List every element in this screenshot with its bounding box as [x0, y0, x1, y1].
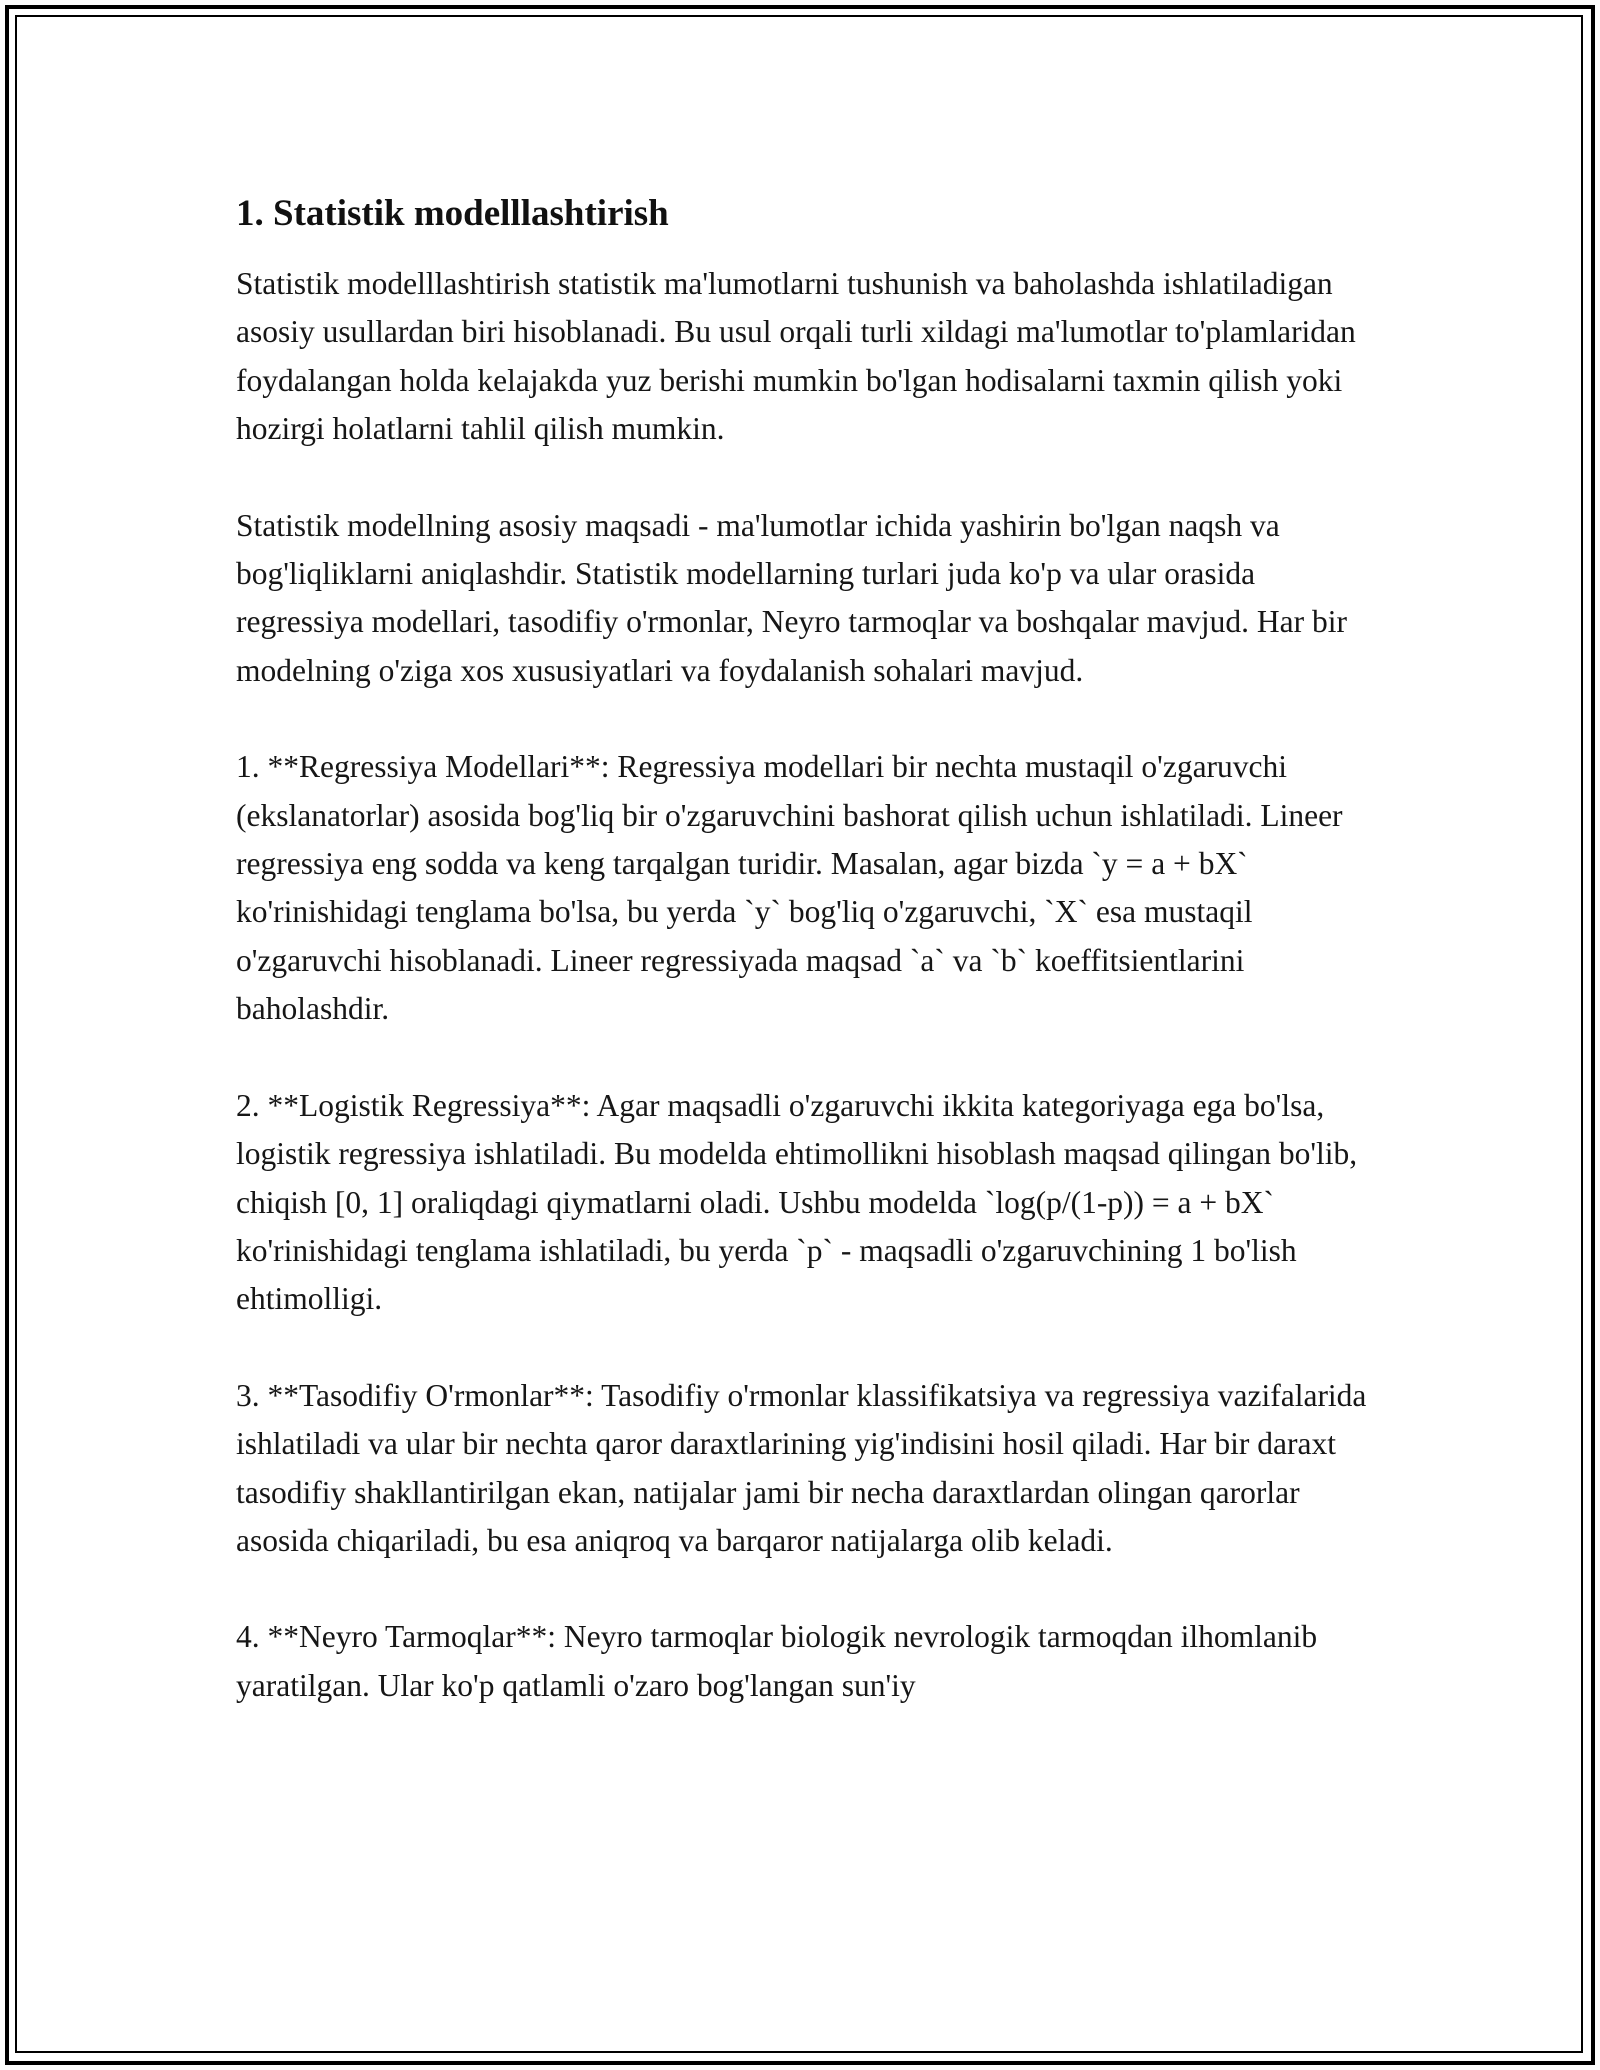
- paragraph-logistic-regression: 2. **Logistik Regressiya**: Agar maqsadli o'zgaruvchi ikkita kategoriyaga ega bo'lsa, logistik regressiya ishlatiladi. Bu modelda ehtimollikni hisoblash maqsad qilingan bo'lib, chiqish [0, 1] oraliqdagi qiymatlarni oladi. Ushbu modelda `log(p/(1-p)) = a + bX` ko'rinishidagi tenglama ishlatiladi, bu yerda `p` - maqsadli o'zgaruvchining 1 bo'lish ehtimolligi.: [236, 1087, 1358, 1317]
- paragraph-purpose: Statistik modellning asosiy maqsadi - ma'lumotlar ichida yashirin bo'lgan naqsh va bog'liqliklarni aniqlashdir. Statistik modellarning turlari juda ko'p va ular orasida regressiya modellari, tasodifiy o'rmonlar, Neyro tarmoqlar va boshqalar mavjud. Har bir modelning o'ziga xos xususiyatlari va foydalanish sohalari mavjud.: [236, 507, 1347, 688]
- section-heading: 1. Statistik modelllashtirish: [236, 193, 669, 234]
- paragraph-random-forests: 3. **Tasodifiy O'rmonlar**: Tasodifiy o'rmonlar klassifikatsiya va regressiya vazifalarida ishlatiladi va ular bir nechta qaror daraxtlarining yig'indisini hosil qiladi. Har bir daraxt tasodifiy shakllantirilgan ekan, natijalar jami bir necha daraxtlardan olingan qarorlar asosida chiqariladi, bu esa aniqroq va barqaror natijalarga olib keladi.: [236, 1377, 1367, 1558]
- paragraph-intro: Statistik modelllashtirish statistik ma'lumotlarni tushunish va baholashda ishlatiladigan asosiy usullardan biri hisoblanadi. Bu usul orqali turli xildagi ma'lumotlar to'plamlaridan foydalangan holda kelajakda yuz berishi mumkin bo'lgan hodisalarni taxmin qilish yoki hozirgi holatlarni tahlil qilish mumkin.: [236, 266, 1356, 447]
- document-body: [236, 186, 1376, 1758]
- paragraph-regression-models: 1. **Regressiya Modellari**: Regressiya modellari bir nechta mustaqil o'zgaruvchi (ekslanatorlar) asosida bog'liq bir o'zgaruvchini bashorat qilish uchun ishlatiladi. Lineer regressiya eng sodda va keng tarqalgan turidir. Masalan, agar bizda `y = a + bX` ko'rinishidagi tenglama bo'lsa, bu yerda `y` bog'liq o'zgaruvchi, `X` esa mustaqil o'zgaruvchi hisoblanadi. Lineer regressiyada maqsad `a` va `b` koeffitsientlarini baholashdir.: [236, 749, 1343, 1027]
- paragraph-neural-networks: 4. **Neyro Tarmoqlar**: Neyro tarmoqlar biologik nevrologik tarmoqdan ilhomlanib yaratilgan. Ular ko'p qatlamli o'zaro bog'langan sun'iy: [236, 1619, 1318, 1703]
